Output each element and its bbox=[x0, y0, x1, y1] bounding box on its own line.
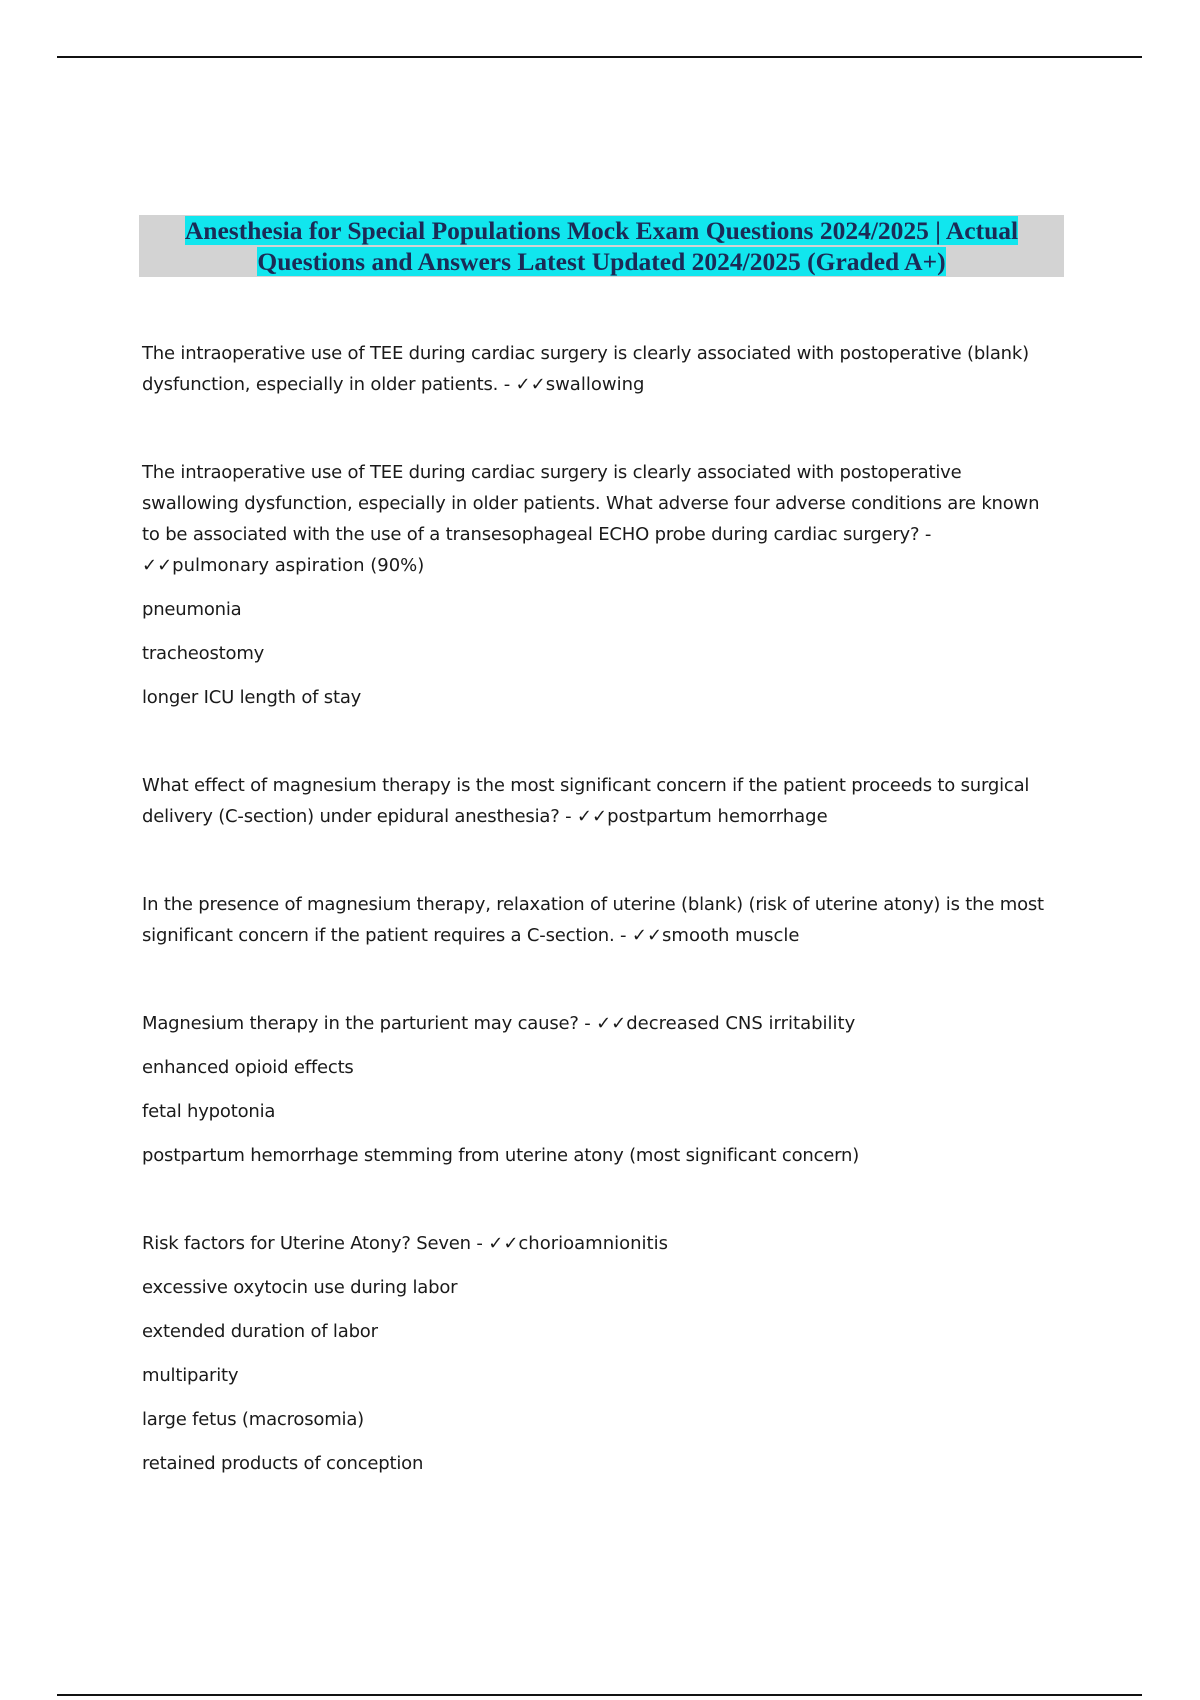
question-text: What effect of magnesium therapy is the most significant concern if the patient proceeds to surgical delivery (C-section) under epidural anesthesia? - bbox=[142, 775, 1030, 827]
answer-item: retained products of conception bbox=[142, 1453, 424, 1474]
answer-item: postpartum hemorrhage stemming from uterine atony (most significant concern) bbox=[142, 1145, 860, 1166]
spacer bbox=[142, 832, 1062, 889]
answer-item: longer ICU length of stay bbox=[142, 687, 362, 708]
answer-item: enhanced opioid effects bbox=[142, 1057, 354, 1078]
qa-question-1 bbox=[142, 338, 1062, 400]
question-text: In the presence of magnesium therapy, relaxation of uterine (blank) (risk of uterine atony) is the most significant concern if the patient requires a C-section. - bbox=[142, 894, 1044, 946]
qa-question-5 bbox=[142, 1008, 1062, 1039]
answer-item: tracheostomy bbox=[142, 643, 265, 664]
answer-item: excessive oxytocin use during labor bbox=[142, 1277, 458, 1298]
answer-text: ✓✓smooth muscle bbox=[631, 925, 800, 946]
answer-item: large fetus (macrosomia) bbox=[142, 1409, 364, 1430]
answer-text: ✓✓pulmonary aspiration (90%) bbox=[142, 555, 425, 576]
qa-question-3 bbox=[142, 770, 1062, 832]
answer-item: pneumonia bbox=[142, 599, 242, 620]
question-text: Magnesium therapy in the parturient may cause? - bbox=[142, 1013, 597, 1034]
qa-question-4 bbox=[142, 889, 1062, 951]
footer-rule bbox=[57, 1694, 1142, 1696]
header-rule bbox=[57, 56, 1142, 58]
question-text: The intraoperative use of TEE during cardiac surgery is clearly associated with postoperative (blank) dysfunction, especially in older patients. - bbox=[142, 343, 1029, 395]
qa-question-2 bbox=[142, 457, 1062, 581]
document-title bbox=[139, 215, 1064, 277]
title-line-1: Anesthesia for Special Populations Mock Exam Questions 2024/2025 | Actual bbox=[184, 216, 1019, 245]
spacer bbox=[142, 713, 1062, 770]
answer-text: ✓✓chorioamnionitis bbox=[488, 1233, 668, 1254]
spacer bbox=[142, 400, 1062, 457]
answer-text: ✓✓postpartum hemorrhage bbox=[576, 806, 828, 827]
qa-question-6 bbox=[142, 1228, 1062, 1259]
answer-item: multiparity bbox=[142, 1365, 239, 1386]
document-body bbox=[142, 338, 1062, 1479]
answer-text: ✓✓swallowing bbox=[515, 374, 645, 395]
answer-text: ✓✓decreased CNS irritability bbox=[596, 1013, 856, 1034]
answer-item: extended duration of labor bbox=[142, 1321, 378, 1342]
question-text: Risk factors for Uterine Atony? Seven - bbox=[142, 1233, 489, 1254]
question-text: The intraoperative use of TEE during cardiac surgery is clearly associated with postoperative swallowing dysfunction, especially in older patients. What adverse four adverse conditions are known to be associated with the use of a transesophageal ECHO probe during cardiac surgery? - bbox=[142, 462, 1040, 545]
spacer bbox=[142, 1171, 1062, 1228]
title-line-2: Questions and Answers Latest Updated 2024/2025 (Graded A+) bbox=[257, 247, 946, 276]
answer-item: fetal hypotonia bbox=[142, 1101, 276, 1122]
spacer bbox=[142, 951, 1062, 1008]
